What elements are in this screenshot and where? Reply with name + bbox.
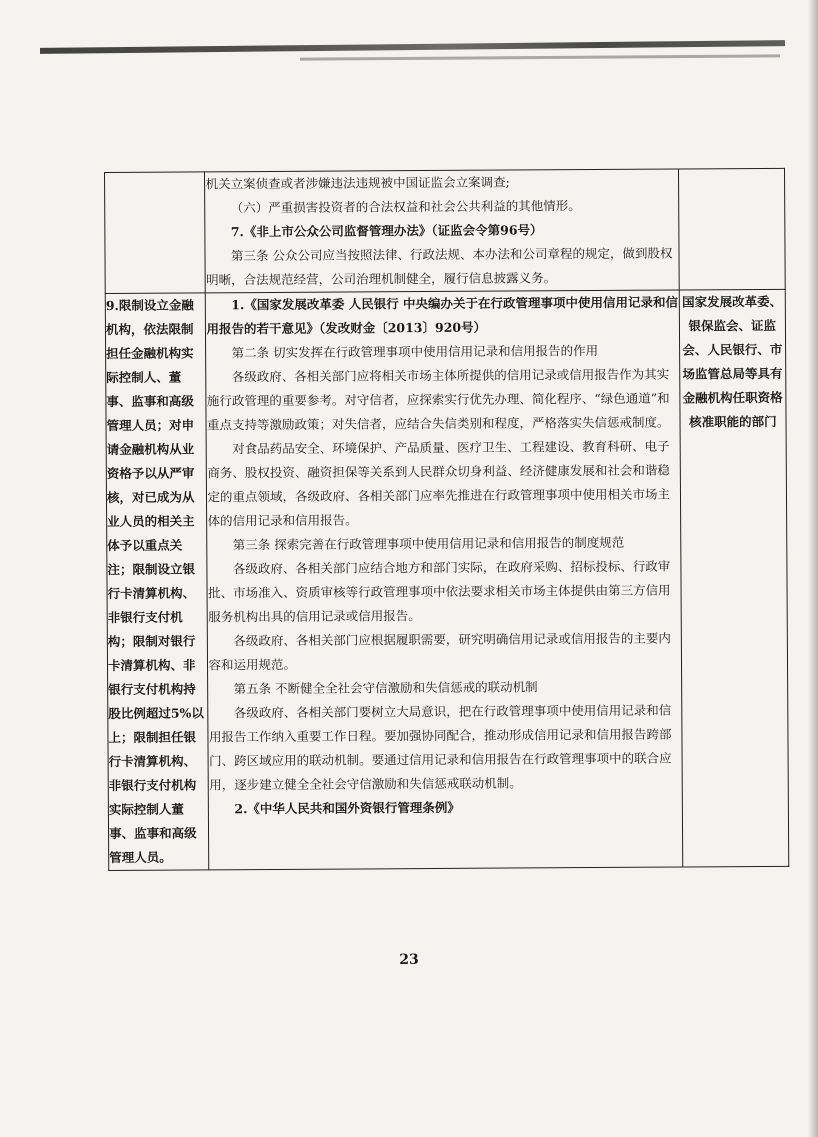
paragraph: 对食品药品安全、环境保护、产品质量、医疗卫生、工程建设、教育科研、电子商务、股权投资、融资担保等关系到人民群众切身利益、经济健康发展和社会和谐稳定的重点领域，各级政府、各相关部门应率先推进在行政管理事项中使用相关市场主体的信用记录和信用报告。 <box>207 438 671 529</box>
paragraph-heading: 2.《中华人民共和国外资银行管理条例》 <box>234 799 460 817</box>
paragraph: 第三条 公众公司应当按照法律、行政法规、本办法和公司章程的规定，做到股权明晰，合法规范经营，公司治理机制健全，履行信息披露义务。 <box>206 245 673 288</box>
table-cell-basis <box>205 169 679 293</box>
paragraph: （六）严重损害投资者的合法权益和社会公共利益的其他情形。 <box>230 198 581 216</box>
scan-artifact-line <box>40 40 785 54</box>
table-cell-measure: 9.限制设立金融机构，依法限制担任金融机构实际控制人、董事、监事和高级管理人员；对申请金融机构从业资格予以从严审核，对已成为从业人员的相关主体予以重点关注；限制设立银行卡清算机构、非银行支付机构；限制对银行卡清算机构、非银行支付机构持股比例超过5%以上；限制担任银行卡清算机构、非银行支付机构实际控制人董事、监事和高级管理人员。 <box>105 293 209 871</box>
paragraph: 第二条 切实发挥在行政管理事项中使用信用记录和信用报告的作用 <box>231 342 599 361</box>
paragraph: 各级政府、各相关部门应将相关市场主体所提供的信用记录或信用报告作为其实施行政管理的重要参考。对守信者，应探索实行优先办理、简化程序、“绿色通道”和重点支持等激励政策；对失信者，应结合失信类别和程度，严格落实失信惩戒制度。 <box>206 366 670 433</box>
regulation-table <box>104 168 789 871</box>
paragraph: 各级政府、各相关部门应根据履职需要，研究明确信用记录或信用报告的主要内容和运用规范。 <box>208 630 671 673</box>
scan-artifact-line-secondary <box>300 54 780 60</box>
table-cell-measure-empty <box>105 172 206 294</box>
paragraph: 第五条 不断健全全社会守信激励和失信惩戒的联动机制 <box>233 679 538 697</box>
table-cell-department-empty <box>678 168 785 290</box>
paragraph: 第三条 探索完善在行政管理事项中使用信用记录和信用报告的制度规范 <box>232 534 625 553</box>
paragraph: 各级政府、各相关部门应结合地方和部门实际，在政府采购、招标投标、行政审批、市场准入、资质审核等行政管理事项中依法要求相关市场主体提供由第三方信用服务机构出具的信用记录或信用报告。 <box>207 558 671 625</box>
table-cell-basis <box>206 290 683 870</box>
table-row <box>105 289 789 870</box>
page-number: 23 <box>399 952 419 968</box>
paragraph: 机关立案侦查或者涉嫌违法违规被中国证监会立案调查; <box>205 174 510 192</box>
paragraph-heading: 1.《国家发展改革委 人民银行 中央编办关于在行政管理事项中使用信用记录和信用报告的若干意见》（发改财金〔2013〕920号） <box>206 294 679 337</box>
table-row <box>105 168 786 293</box>
paragraph: 各级政府、各相关部门要树立大局意识，把在行政管理事项中使用信用记录和信用报告工作纳入重要工作日程。要加强协同配合，推动形成信用记录和信用报告跨部门、跨区域应用的联动机制。要通过信用记录和信用报告在行政管理事项中的联合应用，逐步建立健全全社会守信激励和失信惩戒联动机制。 <box>208 702 672 793</box>
table-cell-department: 国家发展改革委、银保监会、证监会、人民银行、市场监管总局等具有金融机构任职资格核准职能的部门 <box>679 289 789 867</box>
paragraph-heading: 7.《非上市公众公司监督管理办法》（证监会令第96号） <box>230 222 543 240</box>
